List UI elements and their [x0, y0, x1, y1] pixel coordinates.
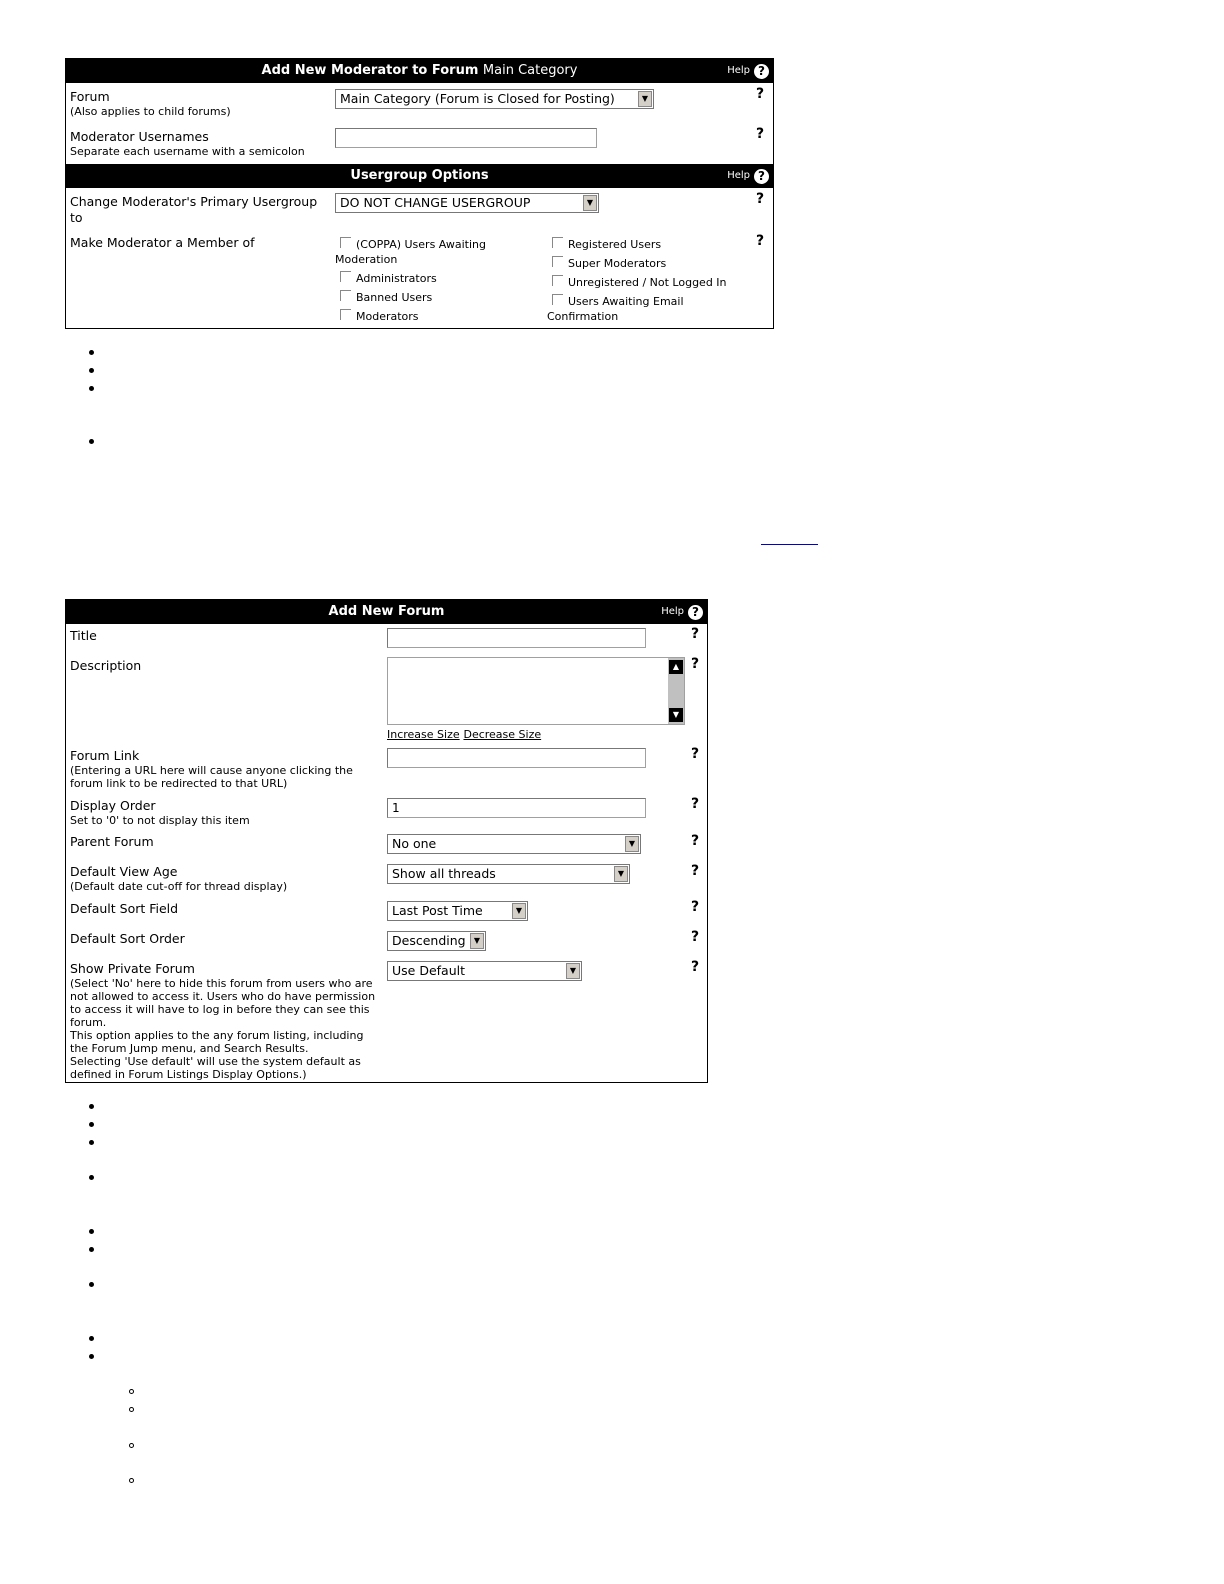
primary-usergroup-label: Change Moderator's Primary Usergroup to — [70, 194, 318, 225]
panel-title: Add New Moderator to Forum — [261, 63, 479, 78]
default-sort-field-select[interactable] — [387, 901, 528, 921]
help-label: Help — [727, 170, 750, 181]
list-sub-bullet — [129, 1443, 134, 1448]
title-input[interactable] — [387, 628, 646, 648]
title-help-icon[interactable]: ? — [691, 626, 700, 642]
checkbox[interactable] — [552, 256, 563, 267]
list-bullet — [89, 1336, 94, 1341]
checkbox-coppa-wrap: Moderation — [335, 253, 398, 266]
list-sub-bullet — [129, 1389, 134, 1394]
list-bullet — [89, 1175, 94, 1180]
show-private-help-icon[interactable]: ? — [691, 959, 700, 975]
default-sort-order-select[interactable] — [387, 931, 486, 951]
list-bullet — [89, 1140, 94, 1145]
usergroup-help-button[interactable] — [727, 164, 769, 188]
empty-link[interactable] — [761, 544, 818, 545]
help-icon: ? — [688, 605, 703, 620]
checkbox-super-moderators[interactable]: Super Moderators — [552, 256, 666, 271]
list-bullet — [89, 1229, 94, 1234]
parent-forum-select[interactable] — [387, 834, 641, 854]
primary-usergroup-help-icon[interactable]: ? — [756, 191, 765, 207]
list-bullet — [89, 1282, 94, 1287]
checkbox[interactable] — [340, 309, 351, 320]
description-label: Description — [70, 658, 142, 673]
forum-link-input[interactable] — [387, 748, 646, 768]
scroll-down-icon[interactable]: ▼ — [669, 708, 683, 722]
list-bullet — [89, 350, 94, 355]
checkbox-awaiting-email[interactable]: Users Awaiting Email — [552, 294, 684, 309]
forum-select[interactable] — [335, 89, 654, 109]
chevron-down-icon: ▼ — [470, 933, 484, 949]
help-button[interactable] — [727, 59, 769, 83]
scroll-up-icon[interactable]: ▲ — [669, 660, 683, 674]
list-bullet — [89, 368, 94, 373]
checkbox[interactable] — [340, 237, 351, 248]
display-order-label: Display Order Set to '0' to not display this item — [70, 798, 250, 827]
default-sort-order-help-icon[interactable]: ? — [691, 929, 700, 945]
panel-title: Add New Forum — [328, 604, 445, 619]
checkbox-coppa[interactable]: (COPPA) Users Awaiting — [340, 237, 486, 252]
textarea-size-links — [387, 727, 541, 741]
forum-select-value: Main Category (Forum is Closed for Posting) — [340, 91, 615, 106]
scrollbar[interactable] — [668, 658, 684, 724]
default-sort-field-label: Default Sort Field — [70, 901, 179, 916]
help-icon: ? — [754, 169, 769, 184]
checkbox-banned-users[interactable]: Banned Users — [340, 290, 432, 305]
decrease-size-link[interactable]: Decrease Size — [463, 728, 542, 741]
default-sort-field-help-icon[interactable]: ? — [691, 899, 700, 915]
forum-label: Forum (Also applies to child forums) — [70, 89, 231, 118]
list-bullet — [89, 1354, 94, 1359]
list-sub-bullet — [129, 1478, 134, 1483]
moderator-usernames-label: Moderator Usernames Separate each username with a semicolon — [70, 129, 305, 158]
help-label: Help — [727, 65, 750, 76]
list-bullet — [89, 439, 94, 444]
panel-header — [66, 59, 773, 83]
list-bullet — [89, 1247, 94, 1252]
show-private-sublabel-3: Selecting 'Use default' will use the system default as defined in Forum Listings Display Options.) — [70, 1055, 361, 1081]
checkbox-moderators[interactable]: Moderators — [340, 309, 419, 324]
default-view-age-value: Show all threads — [392, 866, 496, 881]
display-order-input[interactable] — [387, 798, 646, 818]
panel-title-forum: Main Category — [482, 63, 578, 78]
show-private-sublabel-2: This option applies to the any forum listing, including the Forum Jump menu, and Search Results. — [70, 1029, 364, 1055]
default-view-age-label: Default View Age (Default date cut-off for thread display) — [70, 864, 288, 893]
checkbox-awaiting-email-wrap: Confirmation — [547, 310, 619, 323]
show-private-value: Use Default — [392, 963, 465, 978]
checkbox[interactable] — [552, 294, 563, 305]
usernames-help-icon[interactable]: ? — [756, 126, 765, 142]
primary-usergroup-select[interactable] — [335, 193, 599, 213]
parent-forum-value: No one — [392, 836, 437, 851]
default-view-age-help-icon[interactable]: ? — [691, 863, 700, 879]
help-icon: ? — [754, 64, 769, 79]
chevron-down-icon: ▼ — [625, 836, 639, 852]
help-button[interactable] — [661, 600, 703, 624]
default-view-age-select[interactable] — [387, 864, 630, 884]
forum-link-sublabel: (Entering a URL here will cause anyone clicking the forum link to be redirected to that URL) — [70, 764, 353, 790]
list-bullet — [89, 1104, 94, 1109]
checkbox[interactable] — [552, 237, 563, 248]
checkbox[interactable] — [552, 275, 563, 286]
chevron-down-icon: ▼ — [512, 903, 526, 919]
moderator-usernames-input[interactable] — [335, 128, 597, 148]
default-view-age-sublabel: (Default date cut-off for thread display) — [70, 880, 288, 893]
add-moderator-panel — [65, 58, 774, 329]
list-bullet — [89, 1122, 94, 1127]
list-sub-bullet — [129, 1407, 134, 1412]
display-order-help-icon[interactable]: ? — [691, 796, 700, 812]
member-of-label: Make Moderator a Member of — [70, 235, 255, 250]
description-help-icon[interactable]: ? — [691, 656, 700, 672]
chevron-down-icon: ▼ — [638, 91, 652, 107]
default-sort-order-label: Default Sort Order — [70, 931, 185, 946]
chevron-down-icon: ▼ — [583, 195, 597, 211]
chevron-down-icon: ▼ — [614, 866, 628, 882]
show-private-select[interactable] — [387, 961, 582, 981]
moderator-usernames-sublabel: Separate each username with a semicolon — [70, 145, 305, 158]
checkbox-administrators[interactable]: Administrators — [340, 271, 437, 286]
increase-size-link[interactable]: Increase Size — [387, 728, 460, 741]
member-of-help-icon[interactable]: ? — [756, 233, 765, 249]
checkbox-unregistered[interactable]: Unregistered / Not Logged In — [552, 275, 727, 290]
show-private-sublabel: (Select 'No' here to hide this forum from users who are not allowed to access it. Users who do have permission to access it will have to log in before they can see this forum. — [70, 977, 376, 1029]
primary-usergroup-value: DO NOT CHANGE USERGROUP — [340, 195, 531, 210]
checkbox[interactable] — [340, 290, 351, 301]
title-label: Title — [70, 628, 97, 643]
parent-forum-help-icon[interactable]: ? — [691, 833, 700, 849]
default-sort-order-value: Descending — [392, 933, 466, 948]
display-order-sublabel: Set to '0' to not display this item — [70, 814, 250, 827]
usergroup-options-header — [66, 164, 773, 188]
show-private-label: Show Private Forum (Select 'No' here to hide this forum from users who are not allowed to access it. Users who do have permission to access it will have to log in before they can see this forum. This option applies to the any forum listing, including the Forum Jump menu, and Search Results. Selecting 'Use default' will use the system default as defined in Forum Listings Display Options.) — [70, 961, 378, 1081]
forum-sublabel: (Also applies to child forums) — [70, 105, 231, 118]
checkbox[interactable] — [340, 271, 351, 282]
forum-link-label: Forum Link (Entering a URL here will cause anyone clicking the forum link to be redirected to that URL) — [70, 748, 370, 790]
usergroup-options-title: Usergroup Options — [350, 168, 489, 183]
list-bullet — [89, 386, 94, 391]
panel-header — [66, 600, 707, 624]
forum-help-icon[interactable]: ? — [756, 86, 765, 102]
description-textarea[interactable] — [387, 657, 685, 725]
parent-forum-label: Parent Forum — [70, 834, 154, 849]
checkbox-registered-users[interactable]: Registered Users — [552, 237, 661, 252]
add-forum-panel — [65, 599, 708, 1083]
default-sort-field-value: Last Post Time — [392, 903, 483, 918]
forum-link-help-icon[interactable]: ? — [691, 746, 700, 762]
help-label: Help — [661, 606, 684, 617]
chevron-down-icon: ▼ — [566, 963, 580, 979]
